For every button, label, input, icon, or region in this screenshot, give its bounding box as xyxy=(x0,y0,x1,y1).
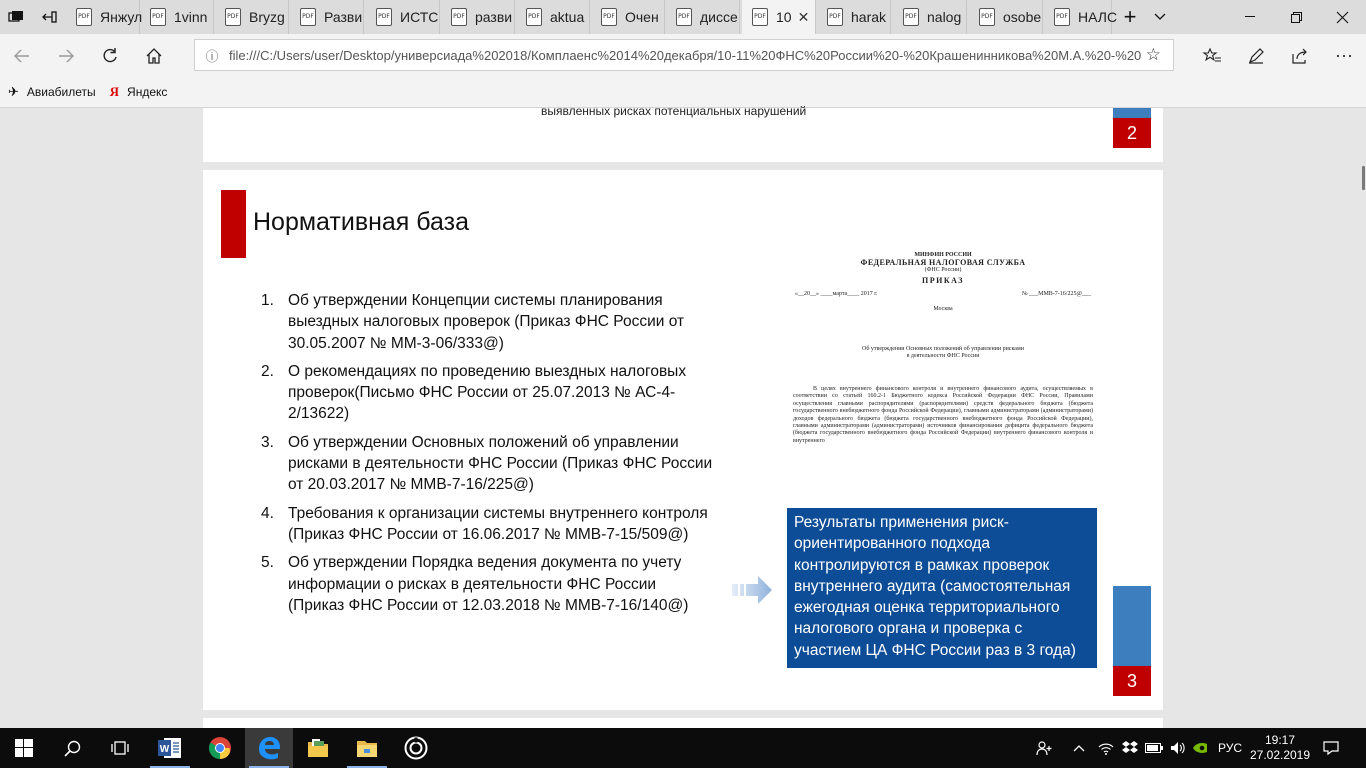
slide-title: Нормативная база xyxy=(253,208,470,236)
pdf-file-icon: PDF xyxy=(451,8,467,26)
browser-tab[interactable] xyxy=(66,0,143,34)
back-button[interactable] xyxy=(0,34,44,77)
pdf-file-icon: PDF xyxy=(752,8,768,26)
show-hidden-icons-chevron[interactable] xyxy=(1070,728,1088,768)
restore-button[interactable] xyxy=(1273,0,1319,34)
page-2-blue-bar xyxy=(1113,108,1151,118)
list-item-number: 2. xyxy=(261,362,274,380)
page-3-number: 3 xyxy=(1113,666,1151,696)
tab-label: 10 xyxy=(776,9,792,25)
favorite-yandex[interactable] xyxy=(110,84,168,100)
browser-tab[interactable] xyxy=(1044,0,1118,34)
dropbox-icon[interactable] xyxy=(1120,728,1140,768)
tab-label: Bryzg xyxy=(249,9,285,25)
tab-actions-icon[interactable] xyxy=(0,0,32,34)
more-menu-icon[interactable]: ··· xyxy=(1335,45,1353,65)
search-icon[interactable] xyxy=(48,728,96,768)
browser-tab[interactable] xyxy=(140,0,214,34)
pdf-page-2 xyxy=(203,104,1163,162)
page-3-blue-bar xyxy=(1113,586,1151,666)
order-scan-image xyxy=(788,252,1098,494)
pdf-file-icon: PDF xyxy=(526,8,542,26)
list-item-text: О рекомендациях по проведению выездных налоговых проверок(Письмо ФНС России от 25.07.2013 № АС-4-2/13622) xyxy=(288,362,687,423)
scan-doc-type: ПРИКАЗ xyxy=(922,276,964,285)
close-tab-icon[interactable]: ✕ xyxy=(797,8,810,25)
set-tabs-aside-icon[interactable] xyxy=(33,0,65,34)
risk-callout-box: Результаты применения риск-ориентированного подхода контролируются в рамках проверок внутреннего аудита (самостоятельная ежегодная оценка территориального налогового органа и проверка с участием ЦА ФНС России раз в 3 года) xyxy=(787,508,1097,668)
share-icon[interactable] xyxy=(1278,34,1322,77)
tab-label: 1vinn xyxy=(174,9,208,25)
browser-tab-active[interactable] xyxy=(742,0,816,34)
scan-service: ФЕДЕРАЛЬНАЯ НАЛОГОВАЯ СЛУЖБА xyxy=(860,258,1026,267)
title-accent-bar xyxy=(221,190,246,258)
browser-tab[interactable] xyxy=(366,0,440,34)
word-taskbar-icon[interactable] xyxy=(146,728,194,768)
url-text[interactable]: file:///C:/Users/user/Desktop/универсиада%202018/Комплаенс%2014%20декабря/10-11%20ФНС%20России%20-%20Крашенинникова%20М.А.%20-%20 xyxy=(229,47,1142,63)
scan-city: Москва xyxy=(933,306,953,312)
info-icon[interactable]: ⓘ xyxy=(205,48,219,64)
pdf-file-icon: PDF xyxy=(76,8,92,26)
tab-label: разви xyxy=(475,9,513,25)
pdf-file-icon: PDF xyxy=(601,8,617,26)
browser-tab[interactable] xyxy=(666,0,740,34)
pdf-page-3 xyxy=(203,170,1163,710)
keyboard-language[interactable]: РУС xyxy=(1217,741,1243,755)
browser-tab[interactable] xyxy=(290,0,364,34)
pdf-file-icon: PDF xyxy=(676,8,692,26)
nvidia-icon[interactable] xyxy=(1192,728,1212,768)
scan-subject-line-2: в деятельности ФНС России xyxy=(906,353,980,359)
pdf-file-icon: PDF xyxy=(1054,8,1070,26)
pdf-file-icon: PDF xyxy=(376,8,392,26)
task-view-icon[interactable] xyxy=(96,728,144,768)
list-item-number: 1. xyxy=(261,292,274,309)
chrome-taskbar-icon[interactable] xyxy=(196,728,244,768)
pdf-viewer[interactable] xyxy=(0,104,1366,728)
tab-label: harak xyxy=(851,9,887,25)
list-item-number: 4. xyxy=(261,504,274,522)
tab-label: ИСТС xyxy=(400,9,439,25)
tab-label: Разви xyxy=(324,9,363,25)
list-item-number: 3. xyxy=(261,433,274,451)
tab-list-chevron-icon[interactable] xyxy=(1142,0,1178,34)
tab-label: aktua xyxy=(550,9,585,25)
windows-taskbar xyxy=(0,728,1366,768)
pdf-file-icon: PDF xyxy=(827,8,843,26)
list-item-text: Об утверждении Концепции системы планирования выездных налоговых проверок (Приказ ФНС России от 30.05.2007 № ММ-3-06/333@) xyxy=(288,292,685,352)
browser-tab[interactable] xyxy=(215,0,289,34)
scan-body: В целях внутреннего финансового контроля и внутреннего финансового аудита, осуществляемых в соответствии со статьей 160.2-1 Бюджетного кодекса Российской Федерации ФНС России, Правилами осуществления главными распорядителями (распорядителями) средств федерального бюджета (бюджета государственного внебюджетного фонда Российской Федерации), главными администраторами (администраторами) доходов федерального бюджета (бюджета государственного внебюджетного фонда Российской Федерации), главными администраторами (администраторами) источников финансирования дефицита федерального бюджета (бюджета государственного внебюджетного фонда Российской Федерации) внутреннего финансового контроля и внутреннего xyxy=(793,386,1093,444)
edge-taskbar-icon[interactable] xyxy=(245,728,293,768)
browser-tab[interactable] xyxy=(516,0,590,34)
favorite-label: Яндекс xyxy=(127,85,168,99)
yandex-icon: Я xyxy=(109,84,120,99)
tab-label: osobe xyxy=(1003,9,1042,25)
battery-icon[interactable] xyxy=(1144,728,1164,768)
scan-date: «__20__» ____марта____ 2017 г. xyxy=(795,291,878,297)
favorite-label: Авиабилеты xyxy=(26,85,96,99)
explorer-taskbar-icon[interactable] xyxy=(343,728,391,768)
action-center-icon[interactable] xyxy=(1320,728,1342,768)
list-item xyxy=(261,503,721,546)
scan-subject-line-1: Об утверждении Основных положений об управлении рисками xyxy=(862,346,1024,352)
plane-icon: ✈ xyxy=(8,84,19,99)
list-item xyxy=(261,432,721,496)
list-item xyxy=(261,290,721,354)
address-bar[interactable] xyxy=(194,39,1174,71)
scrollbar-thumb[interactable] xyxy=(1362,166,1365,190)
new-tab-button[interactable]: + xyxy=(1123,4,1137,29)
arrow-right-icon xyxy=(731,573,773,607)
list-item-text: Об утверждении Порядка ведения документа по учету информации о рисках в деятельности ФНС России (Приказ ФНС России от 12.03.2018 № ММВ-7-16/140@) xyxy=(288,554,689,614)
tab-bar xyxy=(0,0,1366,34)
tab-label: nalog xyxy=(927,9,962,25)
add-notes-icon[interactable] xyxy=(1234,34,1278,77)
home-button[interactable] xyxy=(132,34,176,77)
clock-time: 19:17 xyxy=(1264,733,1296,747)
browser-tab[interactable] xyxy=(893,0,967,34)
tab-label: диссе xyxy=(700,9,738,25)
start-button[interactable] xyxy=(0,728,48,768)
clock-date: 27.02.2019 xyxy=(1249,748,1311,762)
navigation-bar xyxy=(0,34,1366,77)
scan-abbr: (ФНС России) xyxy=(924,267,962,273)
pdf-file-icon: PDF xyxy=(979,8,995,26)
list-item xyxy=(261,552,721,616)
people-icon[interactable] xyxy=(1034,728,1054,768)
file-manager-taskbar-icon[interactable] xyxy=(294,728,342,768)
clock[interactable] xyxy=(1249,728,1311,768)
vertical-scrollbar[interactable] xyxy=(1360,108,1366,728)
browser-tab[interactable] xyxy=(591,0,665,34)
tab-label: НАЛС xyxy=(1078,9,1118,25)
list-item-text: Требования к организации системы внутреннего контроля (Приказ ФНС России от 16.06.2017 № ММВ-7-15/509@) xyxy=(288,504,708,543)
browser-tab[interactable] xyxy=(817,0,891,34)
refresh-button[interactable] xyxy=(88,34,132,77)
list-item xyxy=(261,361,721,425)
browser-tab[interactable] xyxy=(969,0,1043,34)
tab-label: Янжул xyxy=(100,9,143,25)
favorites-hub-icon[interactable] xyxy=(1190,34,1234,77)
browser-tab[interactable] xyxy=(441,0,515,34)
favorite-star-icon[interactable]: ☆ xyxy=(1145,45,1161,64)
close-window-button[interactable] xyxy=(1319,0,1365,34)
svg-text:W: W xyxy=(159,744,170,755)
page-2-text: выявленных рисках потенциальных нарушений xyxy=(541,104,807,118)
list-item-number: 5. xyxy=(261,554,274,572)
pdf-file-icon: PDF xyxy=(225,8,241,26)
pdf-file-icon: PDF xyxy=(300,8,316,26)
pdf-file-icon: PDF xyxy=(150,8,166,26)
favorite-aviabilety[interactable] xyxy=(8,84,96,100)
volume-icon[interactable] xyxy=(1168,728,1188,768)
tab-label: Очен xyxy=(625,9,659,25)
list-item-text: Об утверждении Основных положений об управлении рисками в деятельности ФНС России (Приказ ФНС России от 20.03.2017 № ММВ-7-16/225@) xyxy=(288,433,713,494)
scan-ministry: МИНФИН РОССИИ xyxy=(914,252,972,258)
forward-button[interactable] xyxy=(44,34,88,77)
media-player-taskbar-icon[interactable] xyxy=(392,728,440,768)
page-2-number: 2 xyxy=(1113,118,1151,148)
scan-number: № ___ММВ-7-16/225@___ xyxy=(1021,291,1091,297)
wifi-icon[interactable] xyxy=(1096,728,1116,768)
regulation-list xyxy=(261,290,721,623)
pdf-file-icon: PDF xyxy=(903,8,919,26)
minimize-button[interactable] xyxy=(1227,0,1273,34)
